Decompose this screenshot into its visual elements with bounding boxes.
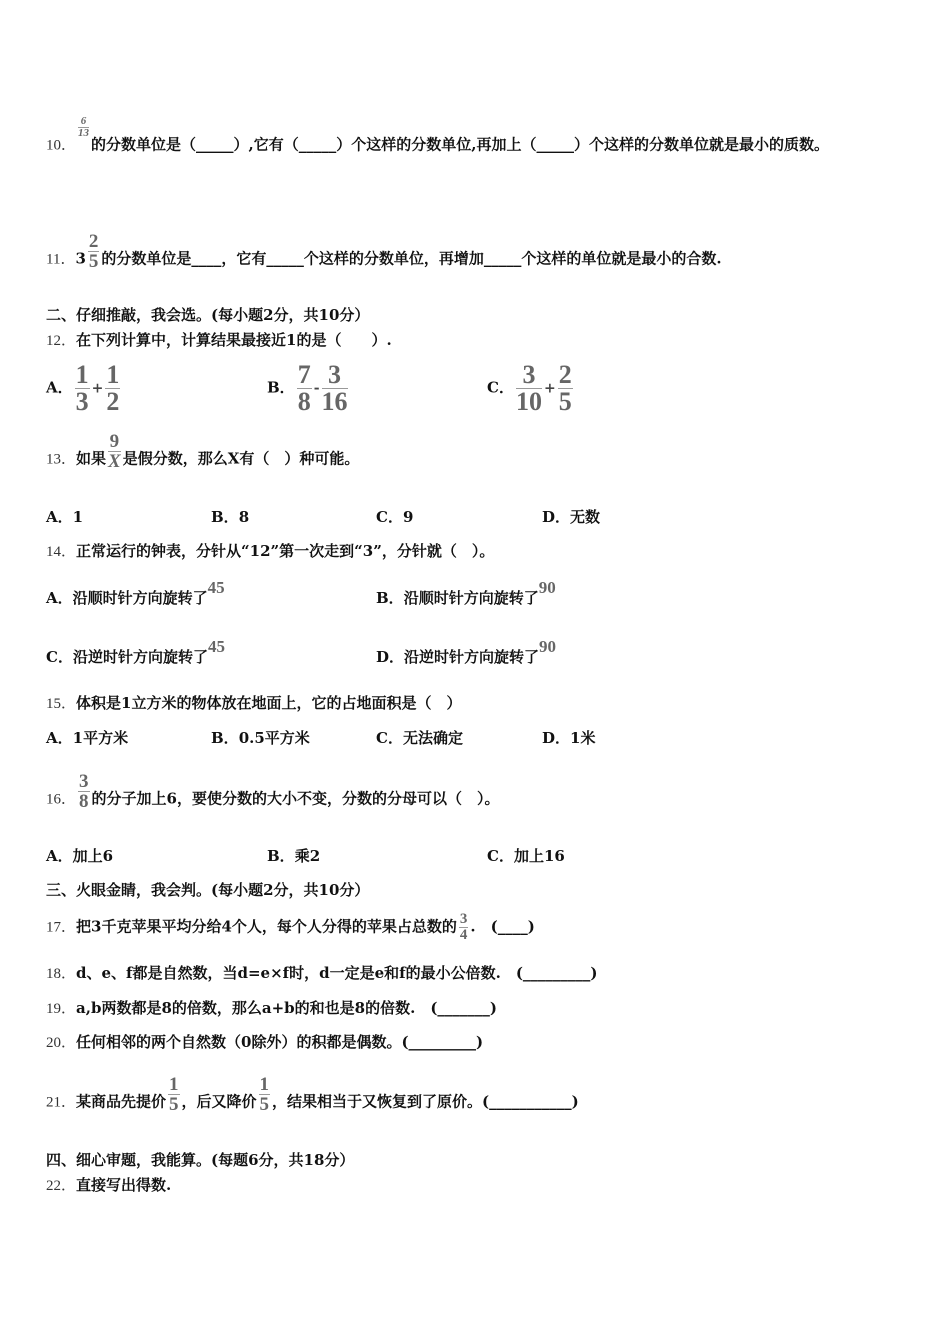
q16-option-a[interactable]: A．加上6 <box>46 847 114 865</box>
question-18: 18．d、e、f都是自然数，当d=e×f时，d一定是e和f的最小公倍数. (_________) <box>46 964 598 982</box>
question-16: 16． $\frac{3}{8}$ 的分子加上6，要使分数的大小不变，分数的分母可以（ ）。 <box>46 771 500 812</box>
fraction: $\frac{7}{8}$ <box>297 360 311 416</box>
question-21: 21．某商品先提价 $\frac{1}{5}$ ，后又降价 $\frac{1}{5}$ ，结果相当于又恢复到了原价。(___________) <box>46 1074 579 1115</box>
fraction: $\frac{1}{5}$ <box>259 1074 270 1115</box>
q12-option-a[interactable]: A． $\frac{1}{3}$ + $\frac{1}{2}$ <box>46 360 120 416</box>
section-4-heading: 四、细心审题，我能算。(每题6分，共18分） <box>46 1151 355 1169</box>
fraction: $\frac{1}{2}$ <box>106 360 120 416</box>
q14-option-d[interactable]: D．沿逆时针方向旋转了90 <box>376 637 557 666</box>
fraction: $\frac{1}{5}$ <box>169 1074 179 1115</box>
q15-option-b[interactable]: B．0.5平方米 <box>211 729 310 747</box>
question-15: 15．体积是1立方米的物体放在地面上，它的占地面积是（ ） <box>46 694 462 712</box>
q12-option-b[interactable]: B． $\frac{7}{8}$ - $\frac{3}{16}$ <box>267 360 348 416</box>
question-17: 17．把3千克苹果平均分给4个人，每个人分得的苹果占总数的 $\frac{3}{4}$ . (____) <box>46 911 535 943</box>
q14-option-b[interactable]: B．沿顺时针方向旋转了90 <box>376 578 556 607</box>
q15-option-c[interactable]: C．无法确定 <box>376 729 463 747</box>
fraction: $\frac{2}{5}$ <box>88 231 99 272</box>
question-19: 19．a,b两数都是8的倍数，那么a+b的和也是8的倍数. (_______) <box>46 999 498 1017</box>
question-11: 11．3 $\frac{2}{5}$ 的分数单位是____，它有_____个这样的分数单位，再增加_____个这样的单位就是最小的合数. <box>46 231 722 272</box>
q14-option-c[interactable]: C．沿逆时针方向旋转了45 <box>46 637 225 666</box>
q16-option-c[interactable]: C．加上16 <box>487 847 565 865</box>
question-14: 14．正常运行的钟表，分针从“12”第一次走到“3”，分针就（ ）。 <box>46 542 495 560</box>
fraction: $\frac{3}{10}$ <box>515 360 542 416</box>
question-22: 22．直接写出得数. <box>46 1176 172 1194</box>
fraction: $\frac{6}{13}$ <box>78 115 90 139</box>
fraction: $\frac{3}{16}$ <box>321 360 348 416</box>
q15-option-a[interactable]: A．1平方米 <box>46 729 129 747</box>
q13-option-d[interactable]: D．无数 <box>542 508 601 526</box>
fraction: $\frac{3}{8}$ <box>79 771 89 812</box>
q13-option-b[interactable]: B．8 <box>211 508 250 526</box>
q14-option-a[interactable]: A．沿顺时针方向旋转了45 <box>46 578 225 607</box>
fraction: $\frac{9}{X}$ <box>108 431 121 472</box>
question-13: 13．如果 $\frac{9}{X}$ 是假分数，那么X有（ ）种可能。 <box>46 431 360 472</box>
fraction: $\frac{1}{3}$ <box>75 360 89 416</box>
fraction: $\frac{3}{4}$ <box>459 911 468 943</box>
section-2-heading: 二、仔细推敲，我会选。(每小题2分，共10分） <box>46 306 370 324</box>
section-3-heading: 三、火眼金睛，我会判。(每小题2分，共10分） <box>46 881 370 899</box>
q13-option-c[interactable]: C．9 <box>376 508 414 526</box>
q16-option-b[interactable]: B．乘2 <box>267 847 321 865</box>
question-20: 20．任何相邻的两个自然数（0除外）的积都是偶数。(_________) <box>46 1033 484 1051</box>
q15-option-d[interactable]: D．1米 <box>542 729 596 747</box>
q13-option-a[interactable]: A．1 <box>46 508 84 526</box>
question-10: 10． $\frac{6}{13}$ 的分数单位是（_____）,它有（_____）个这样的分数单位,再加上（_____）个这样的分数单位就是最小的质数。 <box>46 115 829 154</box>
q12-option-c[interactable]: C． $\frac{3}{10}$ + $\frac{2}{5}$ <box>487 360 572 416</box>
question-12: 12．在下列计算中，计算结果最接近1的是（ ）. <box>46 331 392 349</box>
fraction: $\frac{2}{5}$ <box>558 360 572 416</box>
